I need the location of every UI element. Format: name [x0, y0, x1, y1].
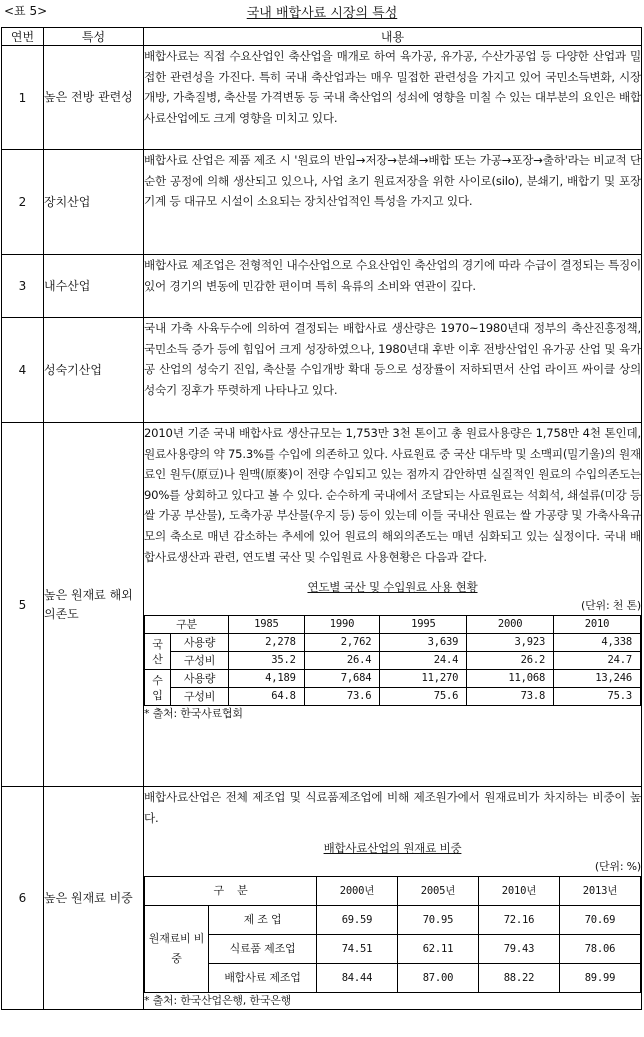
table-row: [145, 964, 641, 993]
value-cell: 84.44: [317, 964, 398, 993]
raw-material-share-table: [144, 876, 641, 993]
row-feature: 장치산업: [44, 150, 144, 255]
row-content: [144, 787, 642, 1010]
value-cell: 87.00: [398, 964, 479, 993]
year-cell: 1990: [304, 616, 380, 634]
raw-material-usage-table: [144, 615, 641, 706]
table-row: [2, 318, 642, 423]
value-cell: 75.6: [380, 688, 467, 706]
content-text: 배합사료는 직접 수요산업인 축산업을 매개로 하여 육가공, 유가공, 수산가공업 등 다양한 산업과 밀접한 관련성을 가진다. 특히 국내 축산업과는 매우 밀접한 관련성을 가지고 있어 국민소득변화, 시장개방, 가축질병, 축산물 가격변동 등 국내 축산업의 성쇠에 영향을 미칠 수 있는 대부분의 요인은 배합사료산업에도 크게 영향을 미치고 있다.: [144, 49, 641, 125]
page-title: 국내 배합사료 시장의 특성: [246, 6, 398, 21]
feature-table: [1, 27, 642, 1010]
value-cell: 79.43: [479, 935, 560, 964]
row-content: [144, 318, 642, 423]
col-header: 구 분: [145, 877, 317, 906]
row-label: 제 조 업: [209, 906, 317, 935]
value-cell: 24.7: [554, 652, 641, 670]
group-label: 수 입: [145, 670, 171, 706]
value-cell: 11,068: [467, 670, 554, 688]
table-row: [2, 787, 642, 1010]
value-cell: 11,270: [380, 670, 467, 688]
value-cell: 64.8: [229, 688, 305, 706]
subtable-title: 연도별 국산 및 수입원료 사용 현황: [307, 580, 478, 595]
row-label: 사용량: [171, 634, 229, 652]
value-cell: 4,338: [554, 634, 641, 652]
subtable-title: 배합사료산업의 원재료 비중: [323, 841, 462, 856]
value-cell: 4,189: [229, 670, 305, 688]
value-cell: 26.2: [467, 652, 554, 670]
row-number: 4: [2, 318, 44, 423]
table-row: [2, 150, 642, 255]
row-label: 식료품 제조업: [209, 935, 317, 964]
row-label: 사용량: [171, 670, 229, 688]
year-cell: 2000: [467, 616, 554, 634]
row-number: 3: [2, 255, 44, 318]
content-text: 배합사료 산업은 제품 제조 시 '원료의 반입→저장→분쇄→배합 또는 가공→포장→출하'라는 비교적 단순한 공정에 의해 생산되고 있으나, 사업 초기 원료저장을 위한 사이로(silo), 분쇄기, 배합기 및 포장기계 등 대규모 시설이 소요되는 장치산업적인 특성을 가지고 있다.: [144, 153, 641, 209]
row-feature: 높은 전방 관련성: [44, 46, 144, 150]
row-feature: 내수산업: [44, 255, 144, 318]
value-cell: 7,684: [304, 670, 380, 688]
row-content: [144, 423, 642, 787]
year-cell: 1985: [229, 616, 305, 634]
header-content: 내용: [144, 28, 642, 46]
row-content: [144, 46, 642, 150]
value-cell: 70.69: [560, 906, 641, 935]
table-row: [2, 255, 642, 318]
table-row: [2, 423, 642, 787]
value-cell: 88.22: [479, 964, 560, 993]
subtable-header-row: [145, 616, 641, 634]
table-row: [145, 634, 641, 652]
row-label: 구성비: [171, 688, 229, 706]
value-cell: 72.16: [479, 906, 560, 935]
row-number: 5: [2, 423, 44, 787]
row-feature: 성숙기산업: [44, 318, 144, 423]
value-cell: 24.4: [380, 652, 467, 670]
subtable-source: * 출처: 한국사료협회: [144, 707, 243, 721]
row-number: 1: [2, 46, 44, 150]
year-cell: 2000년: [317, 877, 398, 906]
value-cell: 89.99: [560, 964, 641, 993]
group-label: 국 산: [145, 634, 171, 670]
value-cell: 2,278: [229, 634, 305, 652]
header-no: 연번: [2, 28, 44, 46]
row-label: 구성비: [171, 652, 229, 670]
value-cell: 2,762: [304, 634, 380, 652]
table-row: [145, 906, 641, 935]
value-cell: 78.06: [560, 935, 641, 964]
col-header: 구분: [145, 616, 229, 634]
value-cell: 70.95: [398, 906, 479, 935]
content-text: 국내 가축 사육두수에 의하여 결정되는 배합사료 생산량은 1970~1980년대 정부의 축산진흥정책, 국민소득 증가 등에 힘입어 크게 성장하였으나, 1980년대 후반 이후 전방산업인 유가공 산업 및 육가공 산업의 성숙기 진입, 축산물 수입개방 확대 등으로 성장률이 저하되면서 산업 라이프 싸이클 상의 성숙기 징후가 뚜렷하게 나타나고 있다.: [144, 321, 641, 397]
row-feature: 높은 원재료 비중: [44, 787, 144, 1010]
header-feature: 특성: [44, 28, 144, 46]
row-content: [144, 150, 642, 255]
value-cell: 73.8: [467, 688, 554, 706]
value-cell: 3,639: [380, 634, 467, 652]
value-cell: 13,246: [554, 670, 641, 688]
year-cell: 2010: [554, 616, 641, 634]
value-cell: 62.11: [398, 935, 479, 964]
subtable-unit: (단위: 천 톤): [581, 599, 641, 613]
content-text: 배합사료산업은 전체 제조업 및 식료품제조업에 비해 제조원가에서 원재료비가 차지하는 비중이 높다.: [144, 790, 641, 825]
year-cell: 2010년: [479, 877, 560, 906]
table-label: <표 5>: [4, 4, 48, 18]
content-text: 배합사료 제조업은 전형적인 내수산업으로 수요산업인 축산업의 경기에 따라 수급이 결정되는 특징이 있어 경기의 변동에 민감한 편이며 특히 육류의 소비와 연관이 깊다.: [144, 258, 641, 293]
year-cell: 1995: [380, 616, 467, 634]
content-text: 2010년 기준 국내 배합사료 생산규모는 1,753만 3천 톤이고 총 원료사용량은 1,758만 4천 톤인데, 원료사용량의 약 75.3%를 수입에 의존하고 있다. 사료원료 중 국산 대두박 및 소맥피(밀기울)의 원재료인 원두(原豆)나 원맥(原麥)이 전량 수입되고 있는 점까지 감안하면 실질적인 원료의 수입의존도는 90%를 상회하고 있다고 볼 수 있다. 순수하게 국내에서 조달되는 사료원료는 석회석, 쇄설류(미강 등 쌀 가공 부산물), 도축가공 부산물(우지 등) 등이 있는데 이들 국내산 원료는 쌀 가공량 및 가축사육규모의 축소로 매년 감소하는 추세에 있어 원료의 해외의존도는 매년 심화되고 있는 실정이다. 국내 배합사료생산과 관련, 연도별 국산 및 수입원료 사용현황은 다음과 같다.: [144, 426, 641, 564]
year-cell: 2005년: [398, 877, 479, 906]
value-cell: 3,923: [467, 634, 554, 652]
value-cell: 75.3: [554, 688, 641, 706]
value-cell: 69.59: [317, 906, 398, 935]
value-cell: 35.2: [229, 652, 305, 670]
header-row: [2, 28, 642, 46]
value-cell: 73.6: [304, 688, 380, 706]
row-feature: 높은 원재료 해외의존도: [44, 423, 144, 787]
row-number: 2: [2, 150, 44, 255]
table-row: [145, 652, 641, 670]
row-label: 배합사료 제조업: [209, 964, 317, 993]
value-cell: 26.4: [304, 652, 380, 670]
group-label: 원재료비 비중: [145, 906, 209, 993]
subtable-header-row: [145, 877, 641, 906]
row-content: [144, 255, 642, 318]
table-row: [145, 935, 641, 964]
year-cell: 2013년: [560, 877, 641, 906]
table-row: [145, 670, 641, 688]
table-row: [2, 46, 642, 150]
subtable-unit: (단위: %): [594, 860, 641, 874]
row-number: 6: [2, 787, 44, 1010]
subtable-source: * 출처: 한국산업은행, 한국은행: [144, 994, 292, 1008]
value-cell: 74.51: [317, 935, 398, 964]
table-row: [145, 688, 641, 706]
